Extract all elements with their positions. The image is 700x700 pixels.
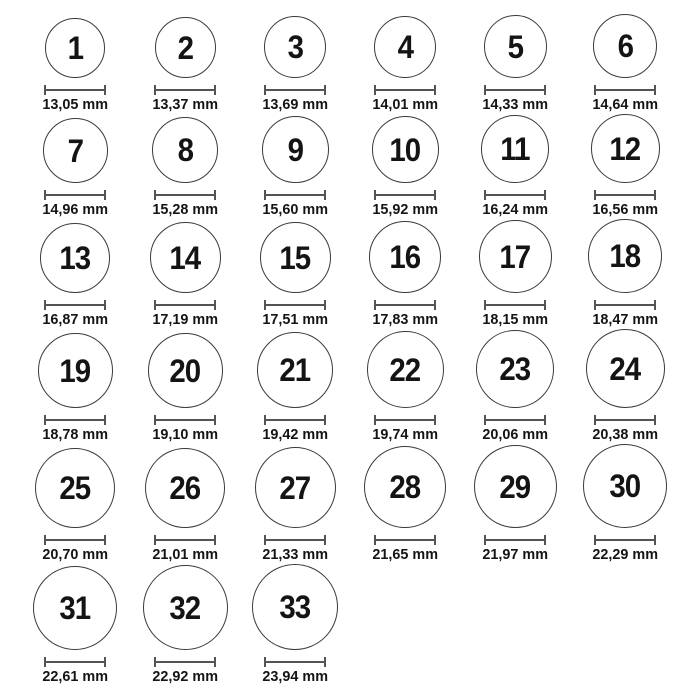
ring-size-number: 28 [389,469,421,505]
diameter-label: 15,60 mm [262,201,328,218]
diameter-measure-line [264,415,326,425]
ring-size-number: 11 [500,131,530,167]
diameter-label: 15,28 mm [152,201,218,218]
diameter-measure-line [264,300,326,310]
diameter-label: 21,97 mm [482,546,548,563]
ring-size-number: 1 [67,30,83,66]
ring-circle [476,330,554,408]
diameter-label: 16,24 mm [482,201,548,218]
ring-size-number: 24 [609,350,641,387]
ring-size-item [130,219,240,329]
diameter-label: 20,70 mm [42,546,108,563]
diameter-measure-line [374,190,436,200]
ring-circle [593,14,657,78]
ring-size-item [20,14,130,114]
ring-size-number: 19 [59,352,91,389]
ring-size-item [570,329,680,444]
diameter-measure-line [484,535,546,545]
ring-size-item [240,329,350,444]
diameter-measure-line [374,535,436,545]
diameter-measure-line [374,300,436,310]
ring-size-number: 27 [279,469,311,506]
diameter-label: 19,42 mm [262,426,328,443]
ring-size-item [350,329,460,444]
ring-size-item [20,444,130,564]
ring-circle [252,564,338,650]
ring-size-item [350,219,460,329]
diameter-measure-line [374,415,436,425]
ring-size-item [240,14,350,114]
diameter-measure-line [374,85,436,95]
diameter-measure-line [484,300,546,310]
diameter-measure-line [44,190,106,200]
ring-row [0,564,700,686]
diameter-label: 21,33 mm [262,546,328,563]
diameter-measure-line [154,415,216,425]
ring-circle [143,565,228,650]
diameter-label: 21,65 mm [372,546,438,563]
ring-size-item [130,564,240,686]
diameter-label: 17,51 mm [262,311,328,328]
diameter-measure-line [594,190,656,200]
ring-size-item [460,329,570,444]
diameter-measure-line [264,190,326,200]
ring-size-item [350,444,460,564]
ring-size-item [460,14,570,114]
ring-size-number: 23 [499,351,531,387]
ring-circle [35,448,115,528]
ring-size-item [130,114,240,219]
diameter-label: 18,47 mm [592,311,658,328]
ring-circle [474,445,557,528]
ring-size-item [240,114,350,219]
diameter-label: 20,38 mm [592,426,658,443]
ring-circle [152,117,218,183]
ring-size-number: 14 [169,239,201,276]
diameter-measure-line [594,300,656,310]
ring-circle [262,116,329,183]
ring-size-number: 26 [169,470,201,506]
ring-size-number: 30 [609,468,641,504]
diameter-label: 16,56 mm [592,201,658,218]
diameter-label: 20,06 mm [482,426,548,443]
ring-size-item [20,114,130,219]
ring-circle [479,220,552,293]
ring-size-item [570,114,680,219]
ring-size-number: 18 [609,238,641,274]
diameter-measure-line [594,415,656,425]
diameter-measure-line [484,190,546,200]
ring-size-item [20,219,130,329]
diameter-measure-line [154,300,216,310]
ring-circle [257,332,333,408]
ring-size-number: 21 [279,352,311,388]
diameter-measure-line [154,657,216,667]
ring-size-item [570,444,680,564]
diameter-label: 23,94 mm [262,668,328,685]
diameter-measure-line [44,415,106,425]
ring-size-number: 29 [499,468,531,505]
ring-size-number: 3 [287,29,303,65]
ring-size-number: 12 [609,130,641,167]
ring-size-number: 33 [279,589,311,625]
ring-circle [145,448,225,528]
ring-circle [369,221,441,293]
diameter-label: 17,19 mm [152,311,218,328]
ring-circle [40,223,110,293]
ring-size-number: 5 [507,28,523,65]
ring-circle [481,115,549,183]
ring-circle [255,447,336,528]
ring-size-number: 10 [389,131,421,168]
diameter-label: 13,37 mm [152,96,218,113]
ring-circle [367,331,444,408]
diameter-measure-line [44,657,106,667]
ring-circle [583,444,667,528]
ring-size-number: 32 [169,589,201,626]
ring-circle [484,15,547,78]
ring-circle [588,219,662,293]
ring-circle [155,17,216,78]
ring-row [0,114,700,219]
ring-size-item [240,444,350,564]
diameter-label: 22,92 mm [152,668,218,685]
diameter-label: 13,05 mm [42,96,108,113]
ring-circle [591,114,660,183]
diameter-measure-line [484,415,546,425]
diameter-measure-line [264,85,326,95]
ring-size-number: 2 [177,29,193,66]
ring-row [0,444,700,564]
ring-size-number: 13 [59,240,91,276]
diameter-measure-line [44,535,106,545]
diameter-measure-line [264,657,326,667]
ring-size-item [570,219,680,329]
ring-size-number: 6 [617,28,633,64]
ring-size-number: 20 [169,352,201,389]
ring-size-item [130,329,240,444]
diameter-measure-line [484,85,546,95]
ring-size-number: 25 [59,470,91,506]
diameter-label: 17,83 mm [372,311,438,328]
ring-circle [33,566,117,650]
diameter-label: 22,29 mm [592,546,658,563]
ring-size-number: 17 [499,238,531,275]
ring-circle [148,333,223,408]
diameter-label: 18,78 mm [42,426,108,443]
ring-size-item [460,114,570,219]
diameter-label: 14,01 mm [372,96,438,113]
ring-circle [364,446,446,528]
ring-size-item [130,14,240,114]
ring-size-item [350,114,460,219]
diameter-measure-line [154,85,216,95]
ring-size-item [20,329,130,444]
ring-size-number: 31 [59,590,91,626]
diameter-label: 22,61 mm [42,668,108,685]
ring-size-item [570,14,680,114]
ring-size-item [460,219,570,329]
ring-size-number: 7 [67,132,83,169]
ring-size-number: 9 [287,131,303,168]
diameter-measure-line [594,535,656,545]
ring-circle [264,16,326,78]
diameter-measure-line [154,535,216,545]
diameter-measure-line [594,85,656,95]
diameter-label: 14,64 mm [592,96,658,113]
ring-size-item [350,14,460,114]
diameter-label: 16,87 mm [42,311,108,328]
ring-row [0,219,700,329]
diameter-measure-line [44,300,106,310]
diameter-measure-line [264,535,326,545]
ring-size-item [20,564,130,686]
ring-size-number: 4 [397,29,413,65]
ring-circle [372,116,439,183]
ring-circle [260,222,331,293]
ring-size-item [240,219,350,329]
ring-row [0,14,700,114]
diameter-label: 18,15 mm [482,311,548,328]
ring-row [0,329,700,444]
ring-size-item [460,444,570,564]
ring-circle [45,18,105,78]
ring-size-number: 16 [389,239,421,275]
ring-circle [38,333,113,408]
ring-size-number: 8 [177,132,193,168]
diameter-label: 13,69 mm [262,96,328,113]
diameter-label: 15,92 mm [372,201,438,218]
diameter-measure-line [44,85,106,95]
ring-size-number: 22 [389,351,421,388]
ring-size-rows [0,14,700,686]
diameter-label: 19,74 mm [372,426,438,443]
ring-size-item [240,564,350,686]
ring-size-number: 15 [279,239,311,276]
diameter-label: 19,10 mm [152,426,218,443]
ring-circle [43,118,108,183]
diameter-label: 14,33 mm [482,96,548,113]
diameter-label: 21,01 mm [152,546,218,563]
ring-size-item [130,444,240,564]
ring-circle [586,329,665,408]
diameter-label: 14,96 mm [42,201,108,218]
ring-circle [150,222,221,293]
diameter-measure-line [154,190,216,200]
ring-circle [374,16,436,78]
